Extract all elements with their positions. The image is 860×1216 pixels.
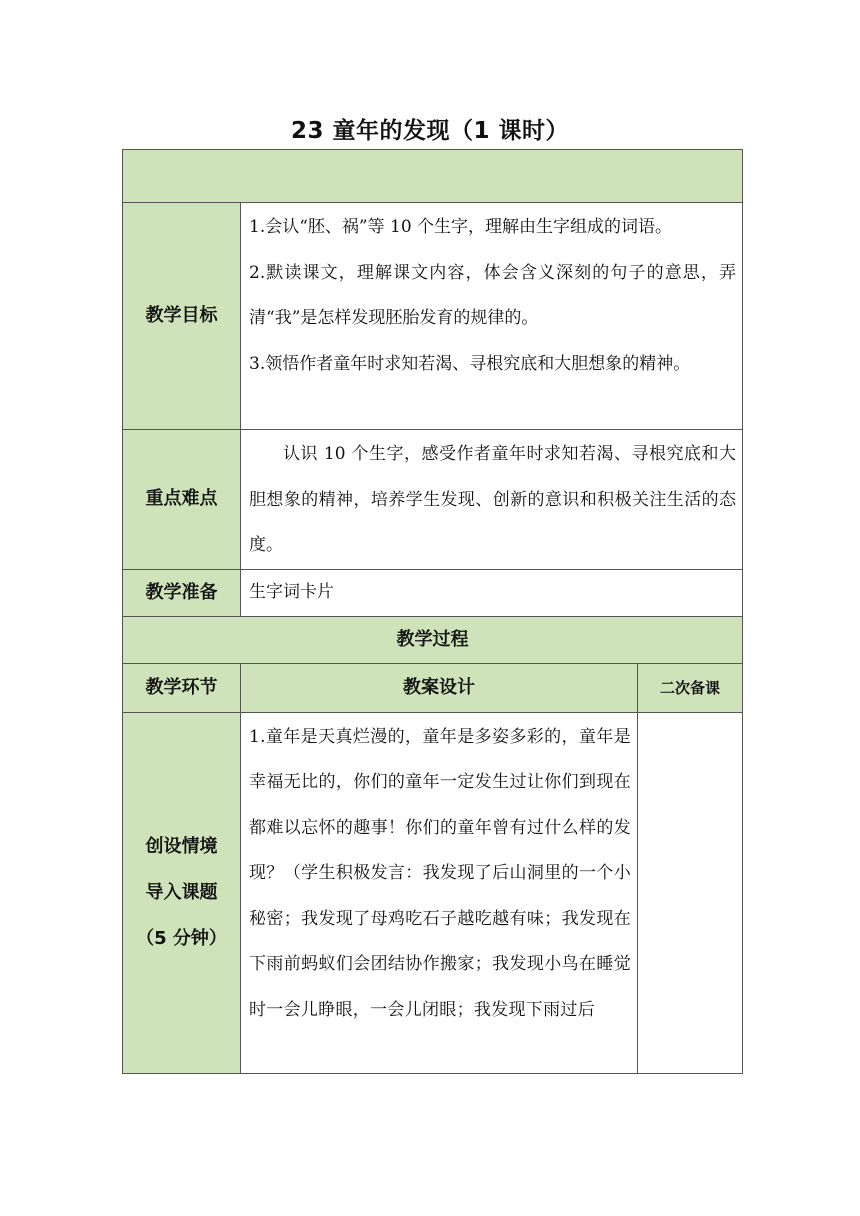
header-blank-cell <box>123 150 743 203</box>
stage1-content <box>241 712 638 1073</box>
stage1-label-line: （5 分钟） <box>136 927 227 949</box>
process-header-row <box>123 616 743 663</box>
key-points-content <box>241 430 743 570</box>
process-header: 教学过程 <box>123 616 743 663</box>
stage1-label <box>123 712 241 1073</box>
goals-row <box>123 203 743 430</box>
lesson-plan-table <box>122 149 743 1074</box>
page-title: 23 童年的发现（1 课时） <box>290 118 570 144</box>
column-header-row <box>123 663 743 712</box>
stage1-label-line: 导入课题 <box>145 881 218 903</box>
table-header-blank-row <box>123 150 743 203</box>
preparation-text: 生字词卡片 <box>249 581 334 602</box>
goal-item: 1.会认“胚、祸”等 10 个生字，理解由生字组成的词语。 <box>249 217 673 237</box>
column-stage-header: 教学环节 <box>123 663 241 712</box>
key-points-row <box>123 430 743 570</box>
preparation-label: 教学准备 <box>123 569 241 616</box>
stage1-label-line: 创设情境 <box>145 835 218 857</box>
key-points-text: 认识 10 个生字，感受作者童年时求知若渴、寻根究底和大胆想象的精神，培养学生发现、创新的意识和积极关注生活的态度。 <box>249 444 737 555</box>
column-second-header: 二次备课 <box>638 663 743 712</box>
stage1-second-cell <box>638 712 743 1073</box>
goals-label: 教学目标 <box>123 203 241 430</box>
goals-content <box>241 203 743 430</box>
goal-item: 3.领悟作者童年时求知若渴、寻根究底和大胆想象的精神。 <box>249 353 691 374</box>
preparation-content <box>241 569 743 616</box>
stage1-text: 1.童年是天真烂漫的，童年是多姿多彩的，童年是幸福无比的，你们的童年一定发生过让你们到现在都难以忘怀的趣事！你们的童年曾有过什么样的发现？（学生积极发言：我发现了后山洞里的一个小秘密；我发现了母鸡吃石子越吃越有味；我发现在下雨前蚂蚁们会团结协作搬家；我发现小鸟在睡觉时一会儿睁眼，一会儿闭眼；我发现下雨过后 <box>249 726 631 1020</box>
key-points-label: 重点难点 <box>123 430 241 570</box>
stage1-row <box>123 712 743 1073</box>
preparation-row <box>123 569 743 616</box>
column-design-header: 教案设计 <box>241 663 638 712</box>
goal-item: 2.默读课文，理解课文内容，体会含义深刻的句子的意思，弄清“我”是怎样发现胚胎发育的规律的。 <box>249 262 737 328</box>
